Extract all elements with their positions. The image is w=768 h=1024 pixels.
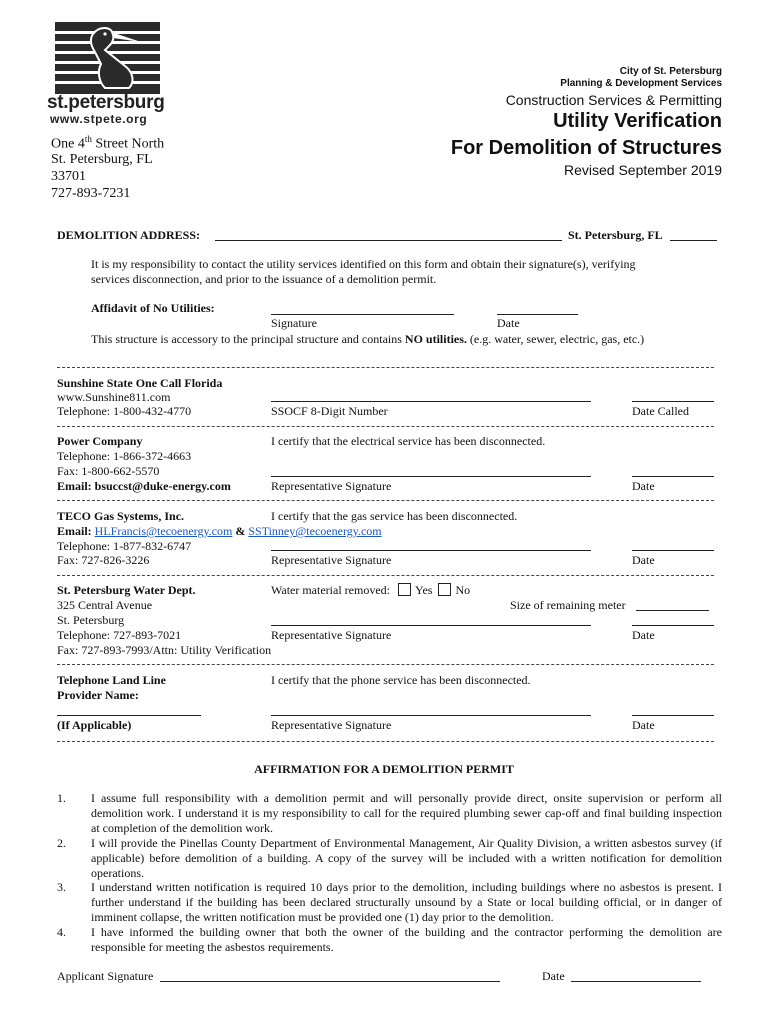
water-material-row: Water material removed: Yes No — [271, 583, 471, 597]
demolition-address-label: DEMOLITION ADDRESS: — [57, 228, 201, 242]
city-logo — [55, 22, 160, 94]
header-division: Construction Services & Permitting — [505, 92, 722, 108]
header-city: City of St. Petersburg — [619, 66, 722, 77]
water-yes-checkbox[interactable] — [398, 583, 411, 596]
telephone-name: Telephone Land Line — [57, 673, 166, 687]
affidavit-label: Affidavit of No Utilities: — [91, 301, 215, 315]
telephone-signature-caption: Representative Signature — [271, 718, 392, 732]
teco-phone: Telephone: 1-877-832-6747 — [57, 539, 192, 553]
telephone-date-field[interactable] — [632, 715, 714, 716]
affidavit-date-field[interactable] — [497, 314, 578, 315]
teco-email-link-1[interactable]: HLFrancis@tecoenergy.com — [94, 524, 233, 538]
sunshine-name: Sunshine State One Call Florida — [57, 376, 223, 390]
address-line3: 33701 — [51, 169, 86, 184]
applicant-signature-field[interactable] — [160, 981, 500, 982]
teco-name: TECO Gas Systems, Inc. — [57, 509, 185, 523]
teco-cert: I certify that the gas service has been disconnected. — [271, 509, 518, 523]
sunshine-web: www.Sunshine811.com — [57, 390, 171, 404]
divider — [57, 426, 714, 427]
demolition-zip-field[interactable] — [670, 240, 717, 241]
affirmation-item-1: I assume full responsibility with a demolition permit and will personally provide direct, onsite supervision or perform all demolition work. I understand it is my responsibility to call for the required plumbing sewer cap-off and final building inspection at completion of the demolition work. — [91, 791, 722, 835]
affidavit-signature-caption: Signature — [271, 316, 317, 330]
teco-email-link-2[interactable]: SSTinney@tecoenergy.com — [248, 524, 382, 538]
telephone-date-caption: Date — [632, 718, 655, 732]
affirmation-title: AFFIRMATION FOR A DEMOLITION PERMIT — [254, 762, 514, 776]
page-subtitle: For Demolition of Structures — [450, 137, 722, 159]
teco-date-field[interactable] — [632, 550, 714, 551]
address-line1: One 4th Street North — [51, 134, 165, 152]
header-dept: Planning & Development Services — [560, 78, 722, 89]
applicant-date-label: Date — [542, 969, 565, 983]
teco-email-row: Email: HLFrancis@tecoenergy.com & SSTinney@tecoenergy.com — [57, 524, 382, 538]
teco-date-caption: Date — [632, 553, 655, 567]
demolition-address-field[interactable] — [215, 240, 562, 241]
applicant-date-field[interactable] — [571, 981, 701, 982]
water-date-caption: Date — [632, 628, 655, 642]
telephone-cert: I certify that the phone service has been disconnected. — [271, 673, 531, 687]
telephone-provider-label: Provider Name: — [57, 688, 139, 702]
water-addr2: St. Petersburg — [57, 613, 125, 627]
affidavit-signature-field[interactable] — [271, 314, 454, 315]
power-phone: Telephone: 1-866-372-4663 — [57, 449, 192, 463]
water-phone: Telephone: 727-893-7021 — [57, 628, 182, 642]
affirmation-num-4: 4. — [57, 925, 66, 939]
affirmation-item-4: I have informed the building owner that both the owner of the building and the contractor performing the demolition are responsible for meeting the asbestos requirements. — [91, 925, 722, 954]
divider — [57, 741, 714, 742]
teco-fax: Fax: 727-826-3226 — [57, 553, 150, 567]
power-fax: Fax: 1-800-662-5570 — [57, 464, 160, 478]
power-email: Email: bsuccst@duke-energy.com — [57, 479, 231, 493]
water-no-checkbox[interactable] — [438, 583, 451, 596]
address-line2: St. Petersburg, FL — [51, 152, 153, 167]
water-meter-field[interactable] — [636, 610, 709, 611]
teco-signature-caption: Representative Signature — [271, 553, 392, 567]
water-meter-label: Size of remaining meter — [510, 598, 626, 612]
applicant-signature-label: Applicant Signature — [57, 969, 154, 983]
teco-signature-field[interactable] — [271, 550, 591, 551]
divider — [57, 500, 714, 501]
affirmation-item-2: I will provide the Pinellas County Department of Environmental Management, Air Quality Division, a written asbestos survey (if applicable) before demolition of a building. A copy of the survey will be included with a written notification for demolition operations. — [91, 836, 722, 880]
power-date-caption: Date — [632, 479, 655, 493]
ssocf-number-caption: SSOCF 8-Digit Number — [271, 404, 388, 418]
power-signature-caption: Representative Signature — [271, 479, 392, 493]
date-called-field[interactable] — [632, 401, 714, 402]
date-called-caption: Date Called — [632, 404, 689, 418]
water-fax: Fax: 727-893-7993/Attn: Utility Verification — [57, 643, 272, 657]
divider — [57, 367, 714, 368]
affirmation-num-1: 1. — [57, 791, 66, 805]
telephone-provider-field[interactable] — [57, 715, 201, 716]
logo-url: www.stpete.org — [50, 112, 148, 126]
demolition-city-label: St. Petersburg, FL — [568, 228, 663, 242]
affidavit-date-caption: Date — [497, 316, 520, 330]
affidavit-note: This structure is accessory to the principal structure and contains NO utilities. (e.g. water, sewer, electric, gas, etc.) — [91, 332, 645, 346]
telephone-applicable: (If Applicable) — [57, 718, 132, 732]
power-signature-field[interactable] — [271, 476, 591, 477]
affirmation-num-3: 3. — [57, 880, 66, 894]
intro-text: It is my responsibility to contact the utility services identified on this form and obtain their signature(s), verifying services disconnection, and prior to the issuance of a demolition permit. — [91, 257, 636, 286]
power-name: Power Company — [57, 434, 143, 448]
divider — [57, 575, 714, 576]
water-date-field[interactable] — [632, 625, 714, 626]
water-name: St. Petersburg Water Dept. — [57, 583, 196, 597]
pelican-logo-icon — [55, 22, 160, 94]
water-signature-field[interactable] — [271, 625, 591, 626]
water-addr1: 325 Central Avenue — [57, 598, 153, 612]
water-signature-caption: Representative Signature — [271, 628, 392, 642]
address-phone: 727-893-7231 — [51, 186, 131, 201]
affirmation-num-2: 2. — [57, 836, 66, 850]
divider — [57, 664, 714, 665]
telephone-signature-field[interactable] — [271, 715, 591, 716]
ssocf-number-field[interactable] — [271, 401, 591, 402]
revised-date: Revised September 2019 — [564, 162, 722, 178]
sunshine-phone: Telephone: 1-800-432-4770 — [57, 404, 192, 418]
affirmation-item-3: I understand written notification is required 10 days prior to the demolition, including buildings where no asbestos is present. I further understand if the building has been declared structurally unsound by a State or local building official, or in danger of imminent collapse, the written notification must be provided one (1) day prior to the demolition. — [91, 880, 722, 924]
power-cert: I certify that the electrical service has been disconnected. — [271, 434, 546, 448]
page-title: Utility Verification — [553, 110, 722, 132]
power-date-field[interactable] — [632, 476, 714, 477]
logo-name: st.petersburg — [47, 92, 165, 113]
